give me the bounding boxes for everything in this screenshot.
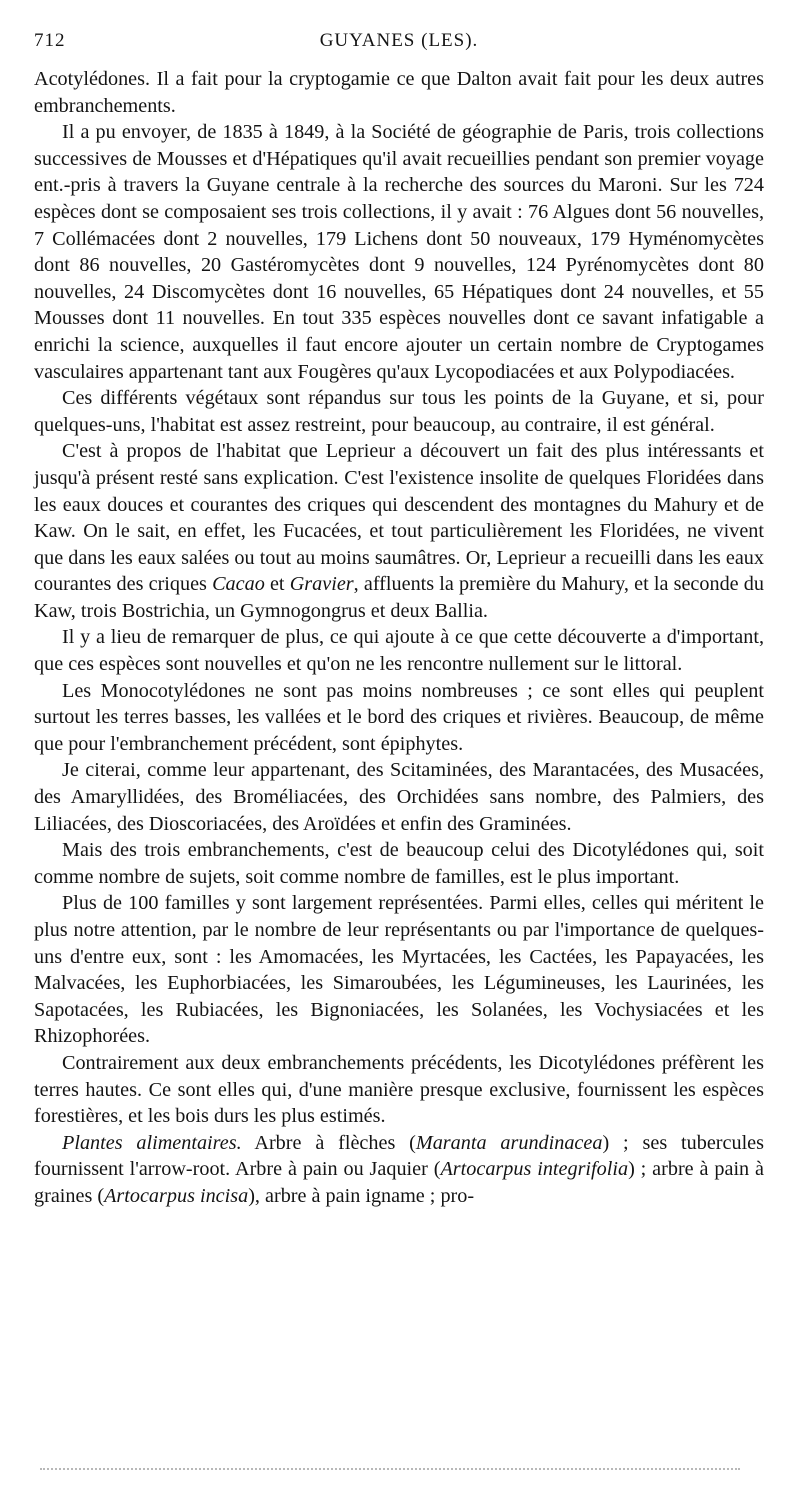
italic-text-run: Artocarpus incisa: [104, 1184, 249, 1207]
page-number: 712: [34, 30, 66, 51]
text-run: et: [264, 573, 290, 596]
footer-rule: [40, 1468, 740, 1470]
text-run: Il y a lieu de remarquer de plus, ce qui ajoute à ce que cette découverte a d'important, que ces espèces sont nouvelles et qu'on ne les rencontre nullement sur le littoral.: [34, 626, 764, 676]
paragraph: [34, 757, 764, 837]
text-run: Arbre à flèches (: [241, 1131, 416, 1154]
text-run: Mais des trois embranchements, c'est de beaucoup celui des Dicotylédones qui, soit comme nombre de sujets, soit comme nombre de familles, est le plus important.: [34, 839, 764, 888]
paragraph: [34, 66, 764, 119]
text-run: Les Monocotylédones ne sont pas moins nombreuses ; ce sont elles qui peuplent surtout les terres basses, les vallées et le bord des criques et rivières. Beaucoup, de même que pour l'embranchement précédent, sont épiphytes.: [34, 679, 764, 755]
text-run: ) ; arbre à pain à graines (: [34, 1158, 765, 1207]
text-run: C'est à propos de l'habitat que Leprieur a découvert un fait des plus intéressants et jusqu'à présent resté sans explication. C'est l'existence insolite de quelques Floridées dans les eaux douces et courantes des criques qui descendent des montagnes du Mahury et de Kaw. On le sait, en effet, les Fucacées, et tout particulièrement les Floridées, ne vivent que dans les eaux salées ou tout au moins saumâtres. Or, Leprieur a recueilli dans les eaux courantes des criques: [34, 440, 764, 596]
text-run: , affluents la première du Mahury, et la seconde du Kaw, trois Bostrichia, un Gymnogongrus et deux Ballia.: [34, 573, 764, 622]
paragraph: [34, 1050, 764, 1130]
text-run: Ces différents végétaux sont répandus sur tous les points de la Guyane, et si, pour quelques-uns, l'habitat est assez restreint, pour beaucoup, au contraire, il est général.: [34, 387, 764, 436]
paragraph: [34, 385, 764, 438]
text-run: ), arbre à pain igname ; pro-: [248, 1184, 475, 1207]
italic-text-run: Plantes alimentaires.: [62, 1131, 242, 1154]
text-run: Il a pu envoyer, de 1835 à 1849, à la Société de géographie de Paris, trois collections successives de Mousses et d'Hépatiques qu'il avait recueillies pendant son premier voyage ent.-pris à travers la Guyane centrale à la recherche des sources du Maroni. Sur les 724 espèces dont se composaient ses trois collections, il y avait : 76 Algues dont 56 nouvelles, 7 Collémacées dont 2 nouvelles, 179 Lichens dont 50 nouveaux, 179 Hyménomycètes dont 86 nouvelles, 20 Gastéromycètes dont 9 nouvelles, 124 Pyrénomycètes dont 80 nouvelles, 24 Discomycètes dont 16 nouvelles, 65 Hépatiques dont 24 nouvelles, et 55 Mousses dont 11 nouvelles. En tout 335 espèces nouvelles dont ce savant infatigable a enrichi la science, auxquelles il faut encore ajouter un certain nombre de Cryptogames vasculaires appartenant tant aux Fougères qu'aux Lycopodiacées et aux Polypodiacées.: [34, 121, 764, 383]
text-run: Plus de 100 familles y sont largement représentées. Parmi elles, celles qui méritent le plus notre attention, par le nombre de leur représentants ou par l'importance de quelques-uns d'entre eux, sont : les Amomacées, les Myrtacées, les Cactées, les Papayacées, les Malvacées, les Euphorbiacées, les Simaroubées, les Légumineuses, les Laurinées, les Sapotacées, les Rubiacées, les Bignoniacées, les Solanées, les Vochysiacées et les Rhizophorées.: [34, 892, 764, 1048]
paragraph: [34, 678, 764, 758]
text-run: Je citerai, comme leur appartenant, des Scitaminées, des Marantacées, des Musacées, des Amaryllidées, des Broméliacées, des Orchidées sans nombre, des Palmiers, des Liliacées, des Dioscoriacées, des Aroïdées et enfin des Graminées.: [34, 759, 764, 835]
page-header: [34, 30, 764, 60]
italic-text-run: Gravier: [289, 573, 354, 596]
paragraph: [34, 119, 764, 385]
paragraph: [34, 1130, 764, 1210]
paragraph: [34, 624, 764, 677]
italic-text-run: Cacao: [212, 573, 265, 596]
text-run: Contrairement aux deux embranchements précédents, les Dicotylédones préfèrent les terres hautes. Ce sont elles qui, d'une manière presque exclusive, fournissent les espèces forestières, et les bois durs les plus estimés.: [34, 1051, 764, 1128]
text-run: ) ; ses tubercules fournissent l'arrow-root. Arbre à pain ou Jaquier (: [34, 1131, 764, 1181]
italic-text-run: Artocarpus integrifolia: [440, 1158, 629, 1181]
paragraph: [34, 438, 764, 624]
body-text: [34, 66, 764, 1210]
paragraph: [34, 890, 764, 1050]
running-title: GUYANES (LES).: [319, 30, 479, 51]
italic-text-run: Maranta arundinacea: [415, 1131, 603, 1154]
text-run: Acotylédones. Il a fait pour la cryptogamie ce que Dalton avait fait pour les deux autres embranchements.: [34, 68, 764, 117]
paragraph: [34, 837, 764, 890]
